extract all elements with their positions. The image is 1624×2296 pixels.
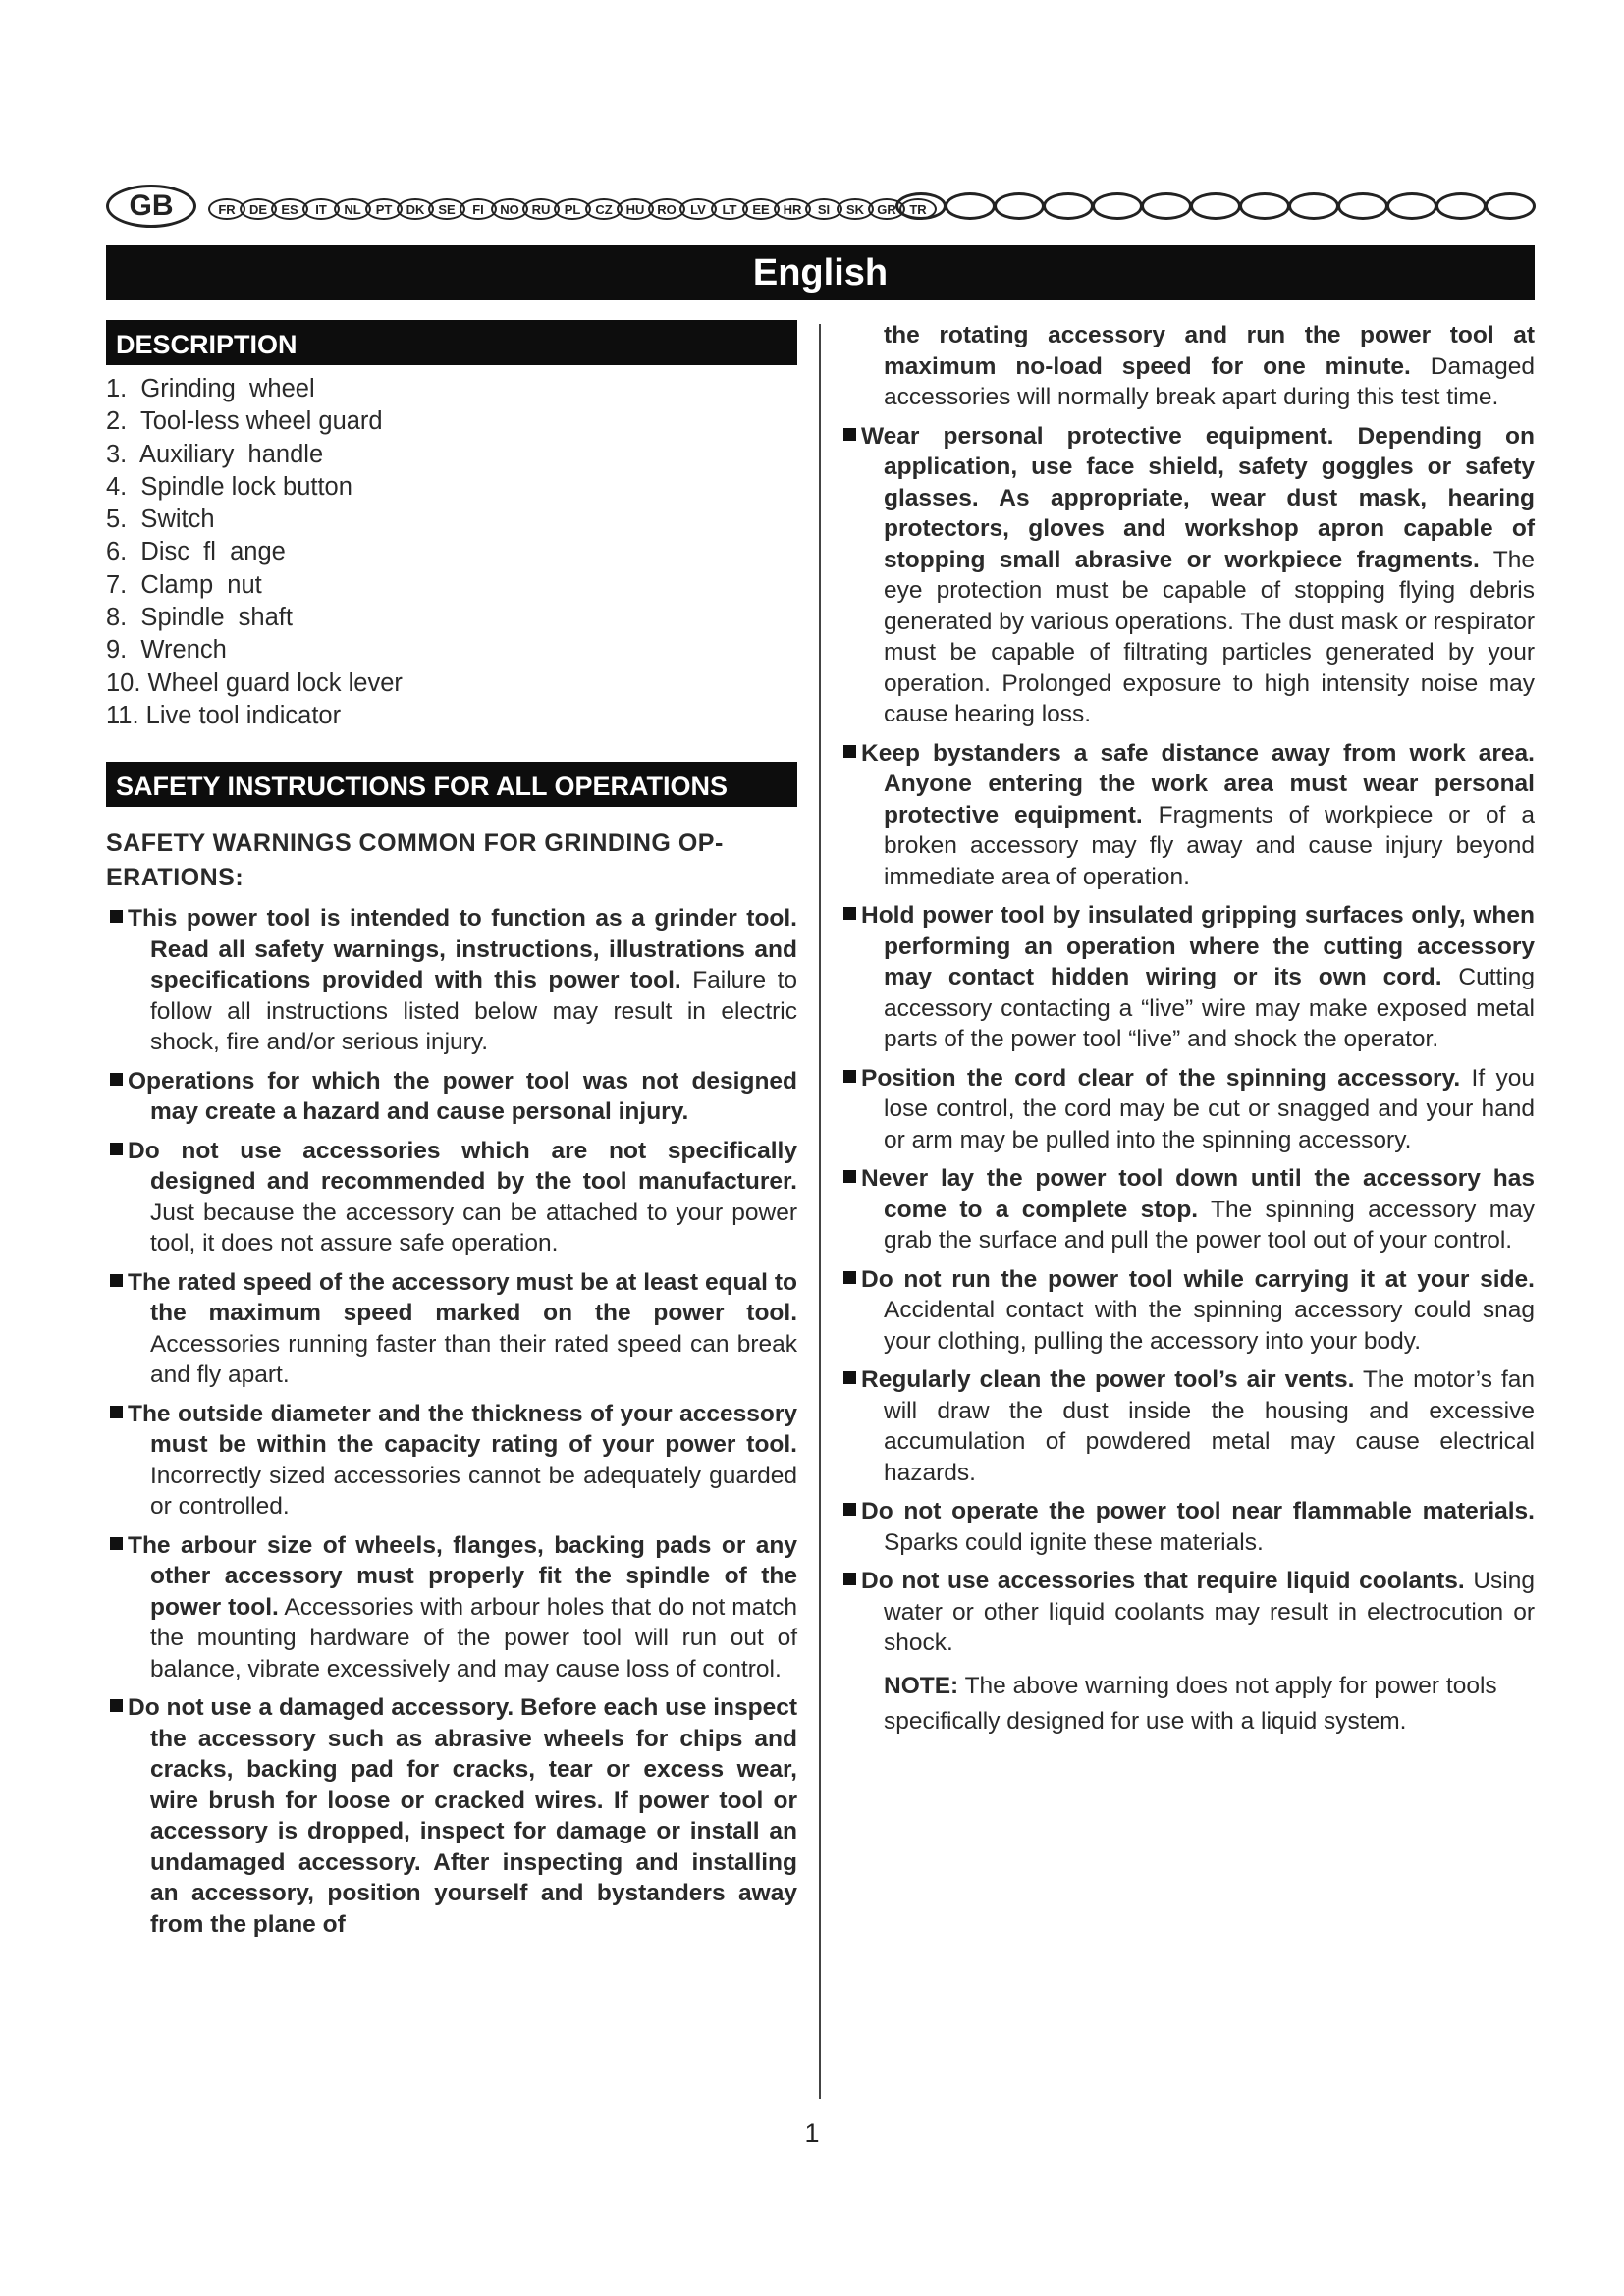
- language-code-lt: LT: [711, 198, 748, 220]
- list-item: 8. Spindle shaft: [106, 604, 293, 632]
- bullet-text: Fragments of workpiece or of a broken accessory may fly away and cause injury beyond immediate area of operation.: [884, 801, 1535, 890]
- bullet-text: Cutting accessory contacting a “live” wire may make exposed metal parts of the power tool “live” and shock the operator.: [884, 964, 1536, 1052]
- bullet-text: Just because the accessory can be attached to your power tool, it does not assure safe operation.: [150, 1199, 797, 1257]
- bullet-square-icon: [110, 1406, 123, 1418]
- column-divider: [819, 324, 821, 2099]
- list-item: 10. Wheel guard lock lever: [106, 668, 403, 697]
- bullet-bold-text: Operations for which the power tool was not designed may create a hazard and cause personal injury.: [128, 1067, 797, 1126]
- language-code-sk: SK: [837, 198, 874, 220]
- language-code-ru: RU: [522, 198, 560, 220]
- language-code-es: ES: [271, 198, 308, 220]
- list-item: 7. Clamp nut: [106, 570, 262, 599]
- safety-bullet: [106, 1399, 797, 1522]
- language-code-lv: LV: [679, 198, 717, 220]
- language-code-fr: FR: [208, 198, 245, 220]
- bullet-bold-text: Keep bystanders a safe distance away from work area. Anyone entering the work area must wear personal protective equipment.: [861, 739, 1535, 828]
- language-code-si: SI: [805, 198, 842, 220]
- list-item: 3. Auxiliary handle: [106, 440, 324, 468]
- blank-oval: [1092, 192, 1143, 220]
- bullet-square-icon: [843, 1271, 856, 1284]
- list-item: 4. Spindle lock button: [106, 472, 352, 501]
- bullet-bold-text: Do not operate the power tool near flammable materials.: [861, 1498, 1535, 1524]
- bullet-bold-text: The outside diameter and the thickness of your accessory must be within the capacity rating of your power tool.: [128, 1400, 797, 1459]
- blank-oval: [994, 192, 1045, 220]
- bullet-bold-text: Wear personal protective equipment. Depending on application, use face shield, safety goggles or safety glasses. As appropriate, wear dust mask, hearing protectors, gloves and workshop apron capable of stopping small abrasive or workpiece fragments.: [861, 422, 1535, 573]
- safety-bullet: [839, 1163, 1535, 1256]
- list-item: 6. Disc fl ange: [106, 538, 286, 566]
- language-bar: [106, 185, 1536, 234]
- note-label: NOTE:: [884, 1672, 959, 1699]
- language-code-nl: NL: [334, 198, 371, 220]
- bullet-square-icon: [843, 745, 856, 758]
- right-column: [839, 320, 1535, 1739]
- bullet-square-icon: [110, 1073, 123, 1086]
- language-code-ee: EE: [742, 198, 780, 220]
- language-code-ro: RO: [648, 198, 685, 220]
- safety-bullet: [106, 1136, 797, 1259]
- safety-bullet: [106, 1692, 797, 1940]
- bullet-square-icon: [843, 1503, 856, 1516]
- bullet-bold-text: Position the cord clear of the spinning accessory.: [861, 1064, 1461, 1092]
- page-title: English: [106, 245, 1535, 300]
- blank-oval: [1141, 192, 1192, 220]
- language-code-fi: FI: [460, 198, 497, 220]
- bullet-text: Incorrectly sized accessories cannot be adequately guarded or controlled.: [150, 1462, 797, 1521]
- bullet-text: The motor’s fan will draw the dust inside the housing and excessive accumulation of powdered metal may cause electrical hazards.: [884, 1366, 1536, 1486]
- bullet-square-icon: [843, 1170, 856, 1183]
- language-code-dk: DK: [397, 198, 434, 220]
- blank-language-ovals: [897, 192, 1536, 220]
- bullet-text: If you lose control, the cord may be cut or snagged and your hand or arm may be pulled into the spinning accessory.: [884, 1064, 1536, 1153]
- safety-bullet: [106, 1267, 797, 1391]
- bullet-bold-text: Do not use a damaged accessory. Before each use inspect the accessory such as abrasive wheels for chips and cracks, backing pad for cracks, tear or excess wear, wire brush for loose or cracked wires. If power tool or accessory is dropped, inspect for damage or install an undamaged accessory. After inspecting and installing an accessory, position yourself and bystanders away from the plane of: [128, 1694, 797, 1938]
- continued-bold: the rotating accessory and run the power tool at maximum no-load speed for one minute.: [884, 322, 1535, 380]
- continued-paragraph: [839, 320, 1535, 413]
- bullet-bold-text: Do not use accessories that require liquid coolants.: [861, 1568, 1465, 1594]
- bullet-square-icon: [843, 1371, 856, 1384]
- safety-bullet: [106, 1530, 797, 1685]
- note-text: The above warning does not apply for power tools specifically designed for use with a liquid system.: [884, 1672, 1497, 1735]
- language-code-hr: HR: [774, 198, 811, 220]
- bullet-square-icon: [110, 910, 123, 923]
- list-item: 1. Grinding wheel: [106, 375, 315, 402]
- blank-oval: [1288, 192, 1339, 220]
- bullet-bold-text: Do not use accessories which are not specifically designed and recommended by the tool manufacturer.: [128, 1137, 797, 1196]
- description-list: [106, 373, 797, 732]
- list-item: 5. Switch: [106, 506, 215, 534]
- safety-bullet: [839, 738, 1535, 893]
- safety-bullet: [839, 1264, 1535, 1358]
- bullet-text: Failure to follow all instructions listed below may result in electric shock, fire and/or serious injury.: [150, 967, 798, 1056]
- bullet-bold-text: Regularly clean the power tool’s air vents.: [861, 1366, 1355, 1393]
- bullet-text: Accidental contact with the spinning accessory could snag your clothing, pulling the accessory into your body.: [884, 1297, 1535, 1355]
- bullet-square-icon: [843, 428, 856, 441]
- bullet-square-icon: [110, 1274, 123, 1287]
- bullet-text: Using water or other liquid coolants may result in electrocution or shock.: [884, 1568, 1535, 1656]
- bullet-square-icon: [843, 907, 856, 920]
- bullet-text: Accessories running faster than their rated speed can break and fly apart.: [150, 1330, 797, 1389]
- bullet-bold-text: Hold power tool by insulated gripping surfaces only, when performing an operation where the cutting accessory may contact hidden wiring or its own cord.: [861, 902, 1535, 990]
- language-code-hu: HU: [617, 198, 654, 220]
- language-code-gr: GR: [868, 198, 905, 220]
- bullet-bold-text: Never lay the power tool down until the accessory has come to a complete stop.: [861, 1165, 1535, 1223]
- safety-bullet: [839, 1063, 1535, 1156]
- bullet-text: Sparks could ignite these materials.: [884, 1528, 1264, 1556]
- language-code-tr: TR: [899, 198, 937, 220]
- bullet-text: Accessories with arbour holes that do not match the mounting hardware of the power tool will run out of balance, vibrate excessively and may cause loss of control.: [150, 1593, 797, 1682]
- list-item: 9. Wrench: [106, 636, 227, 665]
- blank-oval: [1337, 192, 1388, 220]
- bullet-bold-text: Do not run the power tool while carrying it at your side.: [861, 1265, 1535, 1293]
- language-codes: [208, 192, 931, 226]
- blank-oval: [1435, 192, 1487, 220]
- bullet-bold-text: This power tool is intended to function as a grinder tool. Read all safety warnings, instructions, illustrations and specifications provided with this power tool.: [128, 905, 797, 994]
- language-code-de: DE: [240, 198, 277, 220]
- language-code-pt: PT: [365, 198, 403, 220]
- right-safety-bullets: [839, 421, 1535, 1659]
- blank-oval: [1239, 192, 1290, 220]
- list-item: 2. Tool-less wheel guard: [106, 407, 383, 436]
- language-code-pl: PL: [554, 198, 591, 220]
- safety-bullet: [106, 903, 797, 1058]
- description-heading: DESCRIPTION: [106, 320, 797, 365]
- language-code-cz: CZ: [585, 198, 623, 220]
- current-language-badge: GB: [106, 185, 196, 228]
- language-code-it: IT: [302, 198, 340, 220]
- safety-bullet: [839, 1496, 1535, 1558]
- safety-bullet: [839, 1566, 1535, 1659]
- language-code-no: NO: [491, 198, 528, 220]
- safety-bullet: [839, 900, 1535, 1055]
- bullet-square-icon: [843, 1573, 856, 1585]
- bullet-square-icon: [110, 1699, 123, 1712]
- bullet-bold-text: The rated speed of the accessory must be at least equal to the maximum speed marked on the power tool.: [128, 1268, 797, 1327]
- bullet-text: The eye protection must be capable of stopping flying debris generated by various operations. The dust mask or respirator must be capable of filtrating particles generated by your operation. Prolonged exposure to high intensity noise may cause hearing loss.: [884, 546, 1535, 727]
- blank-oval: [1386, 192, 1437, 220]
- blank-oval: [945, 192, 996, 220]
- left-column: [106, 320, 797, 1940]
- language-code-se: SE: [428, 198, 465, 220]
- left-safety-bullets: [106, 903, 797, 1940]
- bullet-bold-text: The arbour size of wheels, flanges, backing pads or any other accessory must properly fit the spindle of the power tool.: [128, 1531, 797, 1621]
- safety-bullet: [839, 1364, 1535, 1488]
- safety-bullet: [839, 421, 1535, 730]
- bullet-square-icon: [110, 1537, 123, 1550]
- bullet-square-icon: [843, 1070, 856, 1083]
- continued-text: Damaged accessories will normally break apart during this test time.: [884, 352, 1535, 410]
- bullet-text: The spinning accessory may grab the surface and pull the power tool out of your control.: [884, 1196, 1535, 1254]
- note: [839, 1669, 1535, 1739]
- blank-oval: [895, 192, 947, 220]
- safety-heading: SAFETY INSTRUCTIONS FOR ALL OPERATIONS: [106, 762, 797, 807]
- safety-bullet: [106, 1066, 797, 1128]
- safety-subheading: SAFETY WARNINGS COMMON FOR GRINDING OP-ERATIONS:: [106, 829, 724, 892]
- bullet-square-icon: [110, 1143, 123, 1155]
- blank-oval: [1043, 192, 1094, 220]
- list-item: 11. Live tool indicator: [106, 701, 342, 729]
- blank-oval: [1190, 192, 1241, 220]
- blank-oval: [1485, 192, 1536, 220]
- page-number: 1: [804, 2118, 820, 2148]
